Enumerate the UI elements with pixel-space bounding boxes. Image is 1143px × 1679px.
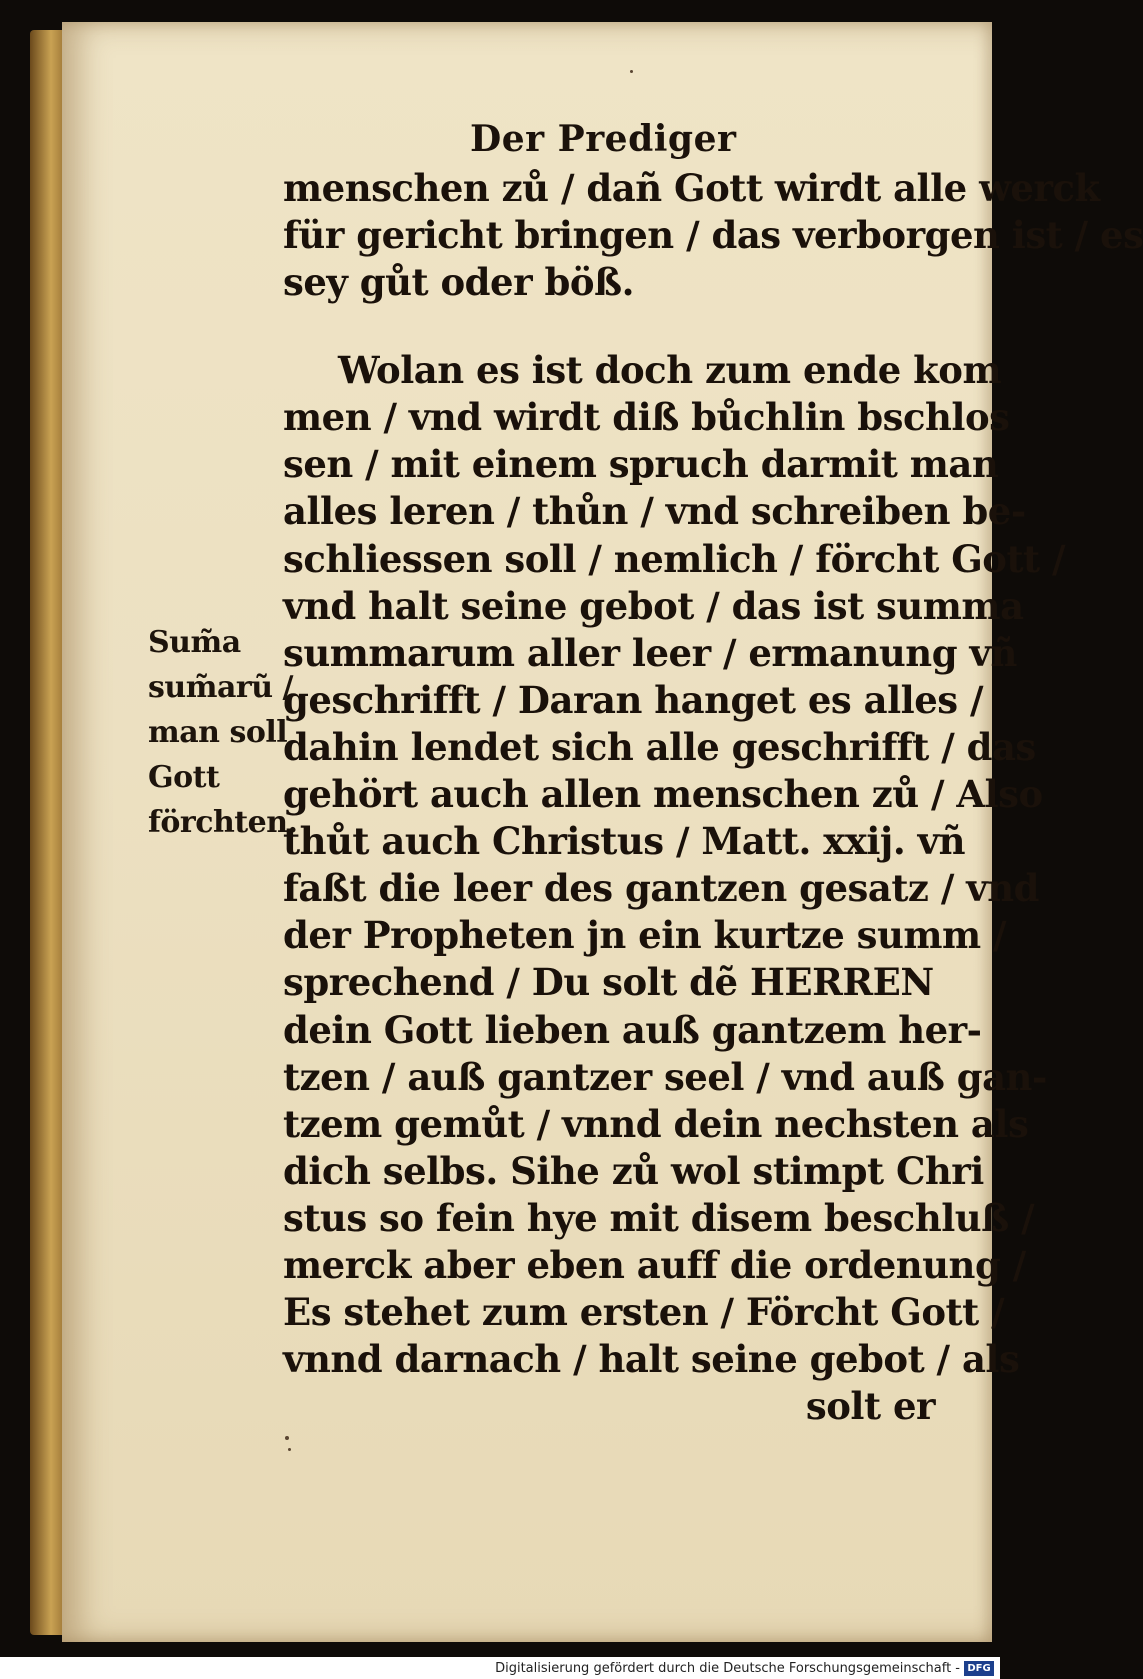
ink-speck xyxy=(630,70,633,73)
marginal-note-line: förchten. xyxy=(148,805,298,840)
main-text xyxy=(283,165,1143,1430)
marginal-note-line: sum̃arũ / xyxy=(148,670,293,705)
dfg-logo-icon: DFG xyxy=(964,1661,994,1676)
text-line: gehört auch allen menschen zů / Also xyxy=(283,772,1043,817)
funding-credit: Digitalisierung gefördert durch die Deutsche Forschungsgemeinschaft - xyxy=(495,1661,960,1676)
text-line: sprechend / Du solt dẽ HERREN xyxy=(283,960,934,1005)
text-line: thůt auch Christus / Matt. xxij. vñ xyxy=(283,819,965,864)
text-line: schliessen soll / nemlich / förcht Gott / xyxy=(283,536,1066,581)
text-line: sey gůt oder böß. xyxy=(283,260,635,305)
marginal-note-line: Gott xyxy=(148,760,220,795)
text-line: men / vnd wirdt diß bůchlin bschlos xyxy=(283,395,1010,440)
text-line: der Propheten jn ein kurtze summ / xyxy=(283,913,1007,958)
catchword-line: solt er xyxy=(805,1384,935,1429)
text-line: Es stehet zum ersten / Förcht Gott / xyxy=(283,1290,1005,1335)
text-line: alles leren / thůn / vnd schreiben be- xyxy=(283,489,1026,534)
text-line: geschrifft / Daran hanget es alles / xyxy=(283,677,983,722)
text-line: merck aber eben auff die ordenung / xyxy=(283,1242,1026,1287)
text-line: dahin lendet sich alle geschrifft / das xyxy=(283,724,1036,769)
text-line: vnnd darnach / halt seine gebot / als xyxy=(283,1337,1020,1382)
text-line: stus so fein hye mit disem beschluß / xyxy=(283,1195,1035,1240)
text-line: für gericht bringen / das verborgen ist / es xyxy=(283,213,1143,258)
text-line: tzem gemůt / vnnd dein nechsten als xyxy=(283,1101,1029,1146)
text-line: summarum aller leer / ermanung vñ xyxy=(283,630,1017,675)
marginal-note-line: Sum̃a xyxy=(148,625,241,660)
ink-speck xyxy=(288,1448,291,1451)
marginal-note xyxy=(148,620,298,845)
text-line: faßt die leer des gantzen gesatz / vnd xyxy=(283,866,1039,911)
text-line: dein Gott lieben auß gantzem her- xyxy=(283,1007,982,1052)
marginal-note-line: man soll xyxy=(148,715,288,750)
footer-bar xyxy=(0,1657,1000,1679)
paragraph-gap xyxy=(283,313,955,347)
text-line: menschen zů / dañ Gott wirdt alle werck xyxy=(283,166,1100,210)
text-line: Wolan es ist doch zum ende kom xyxy=(338,348,1002,393)
text-line: dich selbs. Sihe zů wol stimpt Chri xyxy=(283,1148,984,1193)
running-head: Der Prediger xyxy=(470,118,737,160)
text-line: tzen / auß gantzer seel / vnd auß gan- xyxy=(283,1054,1047,1099)
text-line: sen / mit einem spruch darmit man xyxy=(283,442,999,487)
ink-speck xyxy=(285,1436,289,1440)
text-line: vnd halt seine gebot / das ist summa xyxy=(283,583,1024,628)
